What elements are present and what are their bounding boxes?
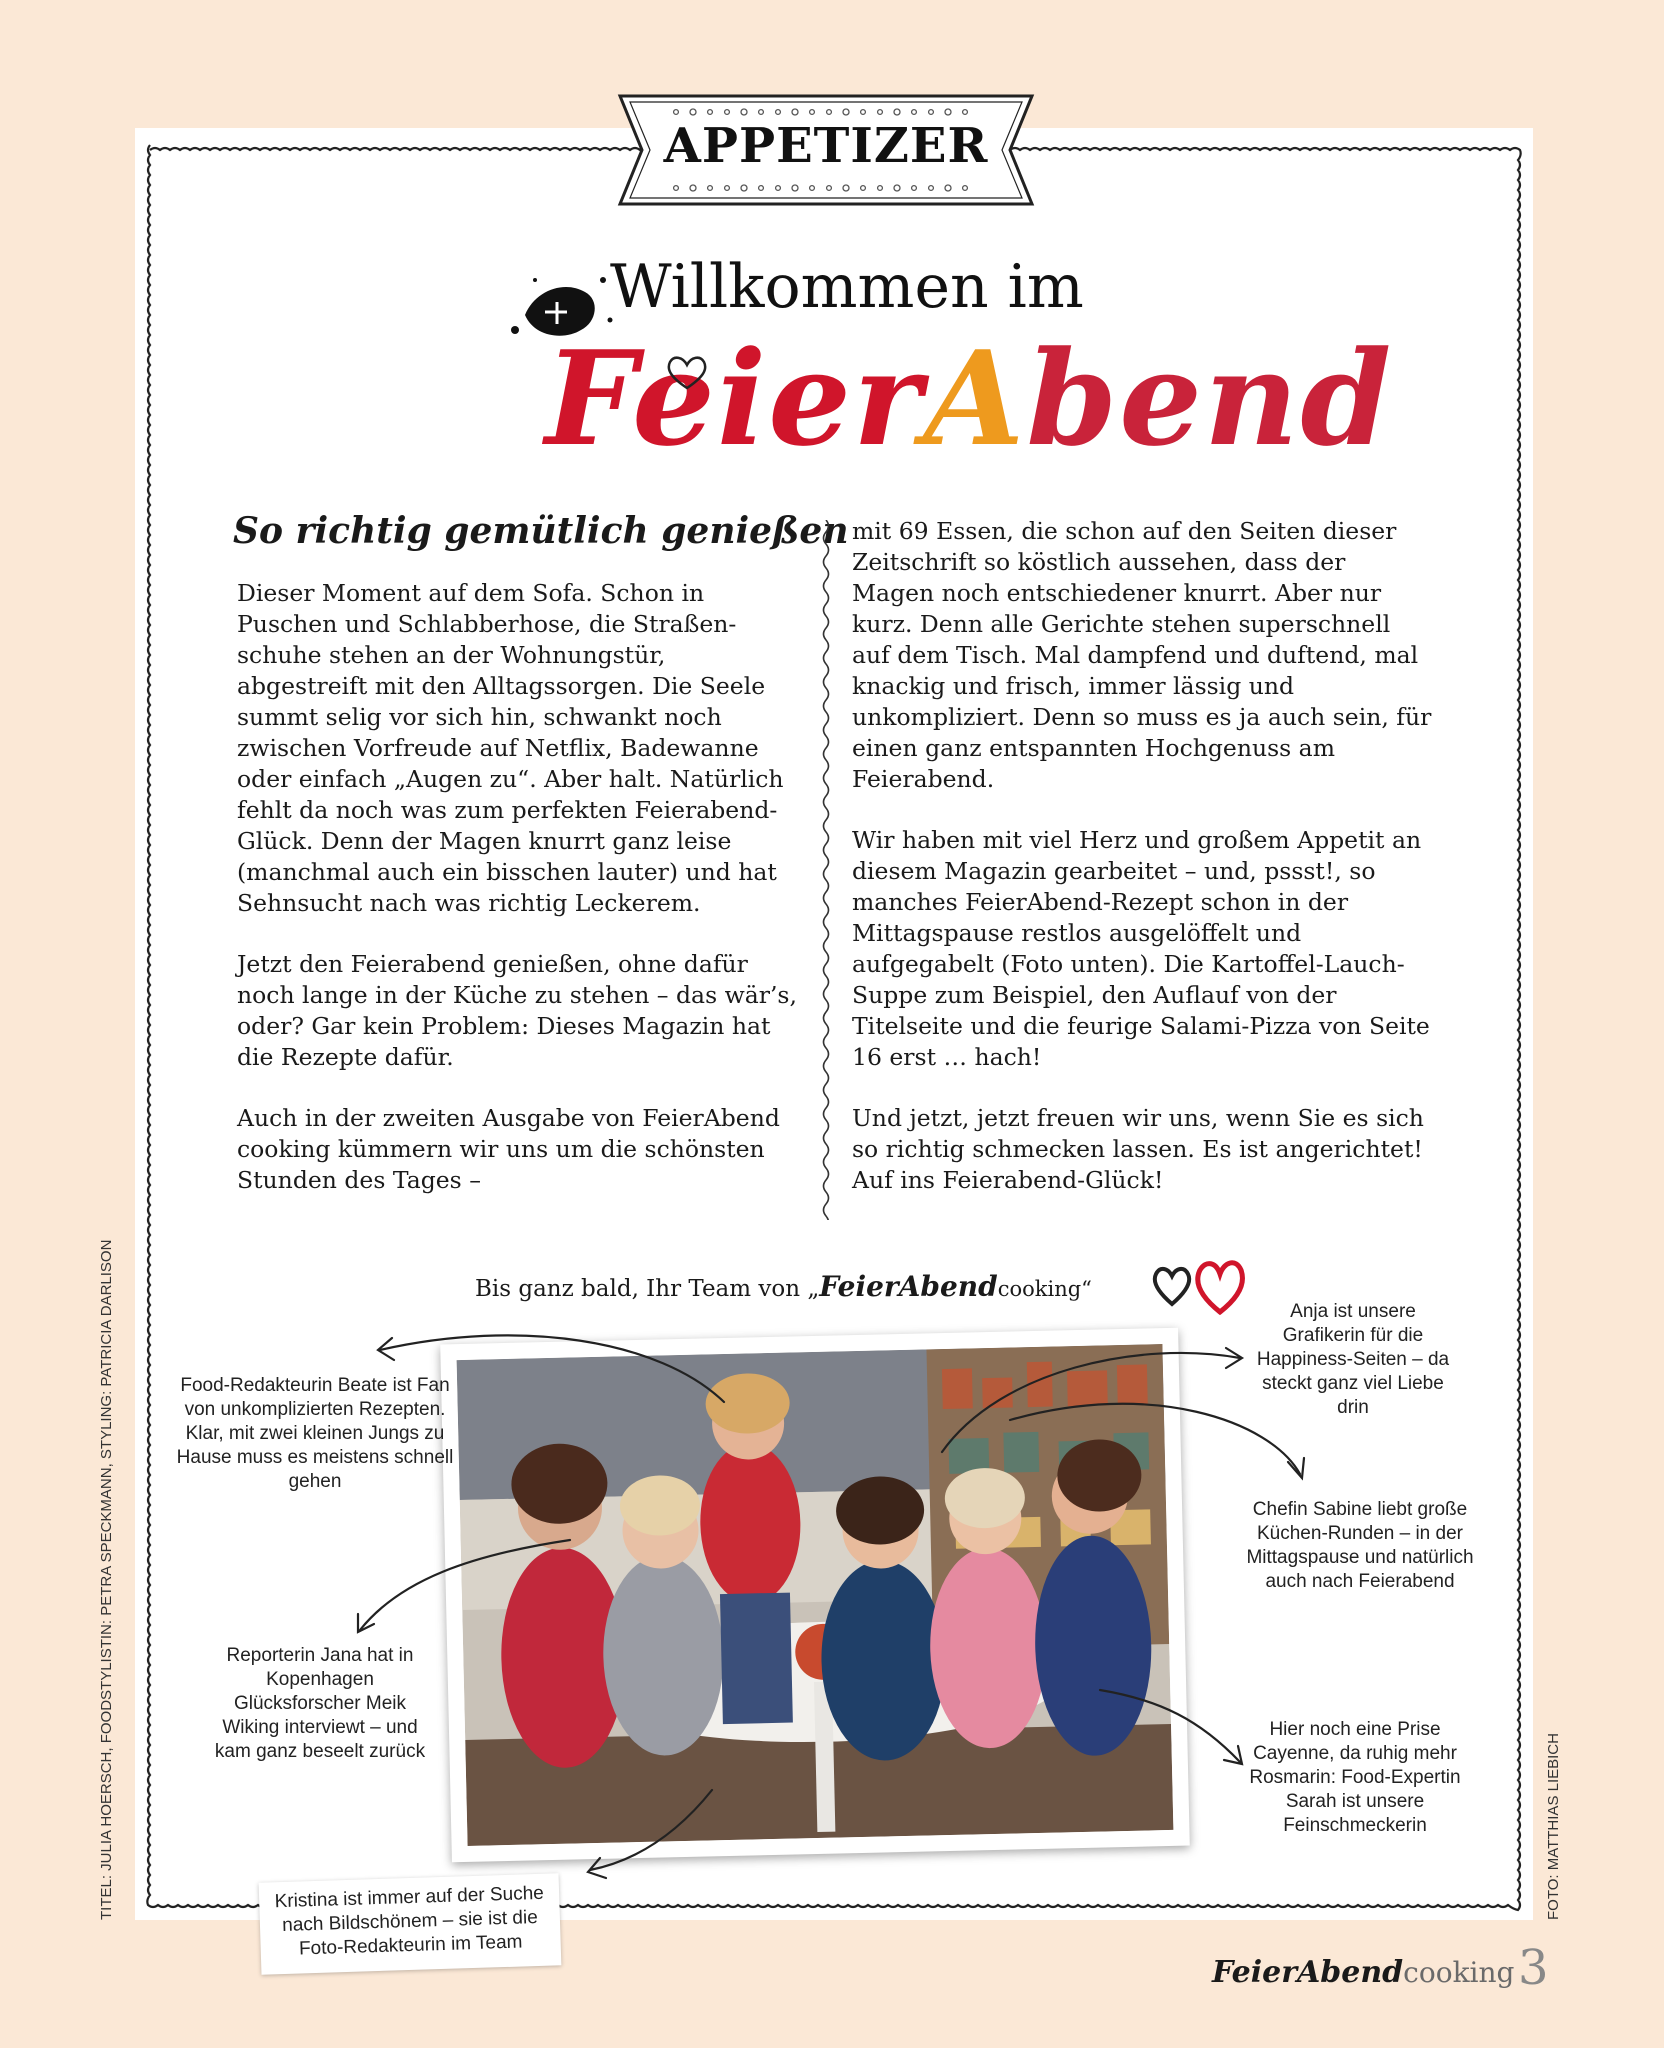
caption-sabine: Chefin Sabine liebt große Küchen-Runden – in der Mittagspause und natürlich auch nach Feierabend: [1246, 1499, 1474, 1592]
caption-beate: Food-Redakteurin Beate ist Fan von unkomplizierten Rezepten. Klar, mit zwei kleinen Jungs zu Hause muss es meistens schnell gehen: [176, 1375, 454, 1492]
paragraph: Auch in der zweiten Ausgabe von FeierAbend cooking kümmern wir uns um die schönsten Stunden des Tages –: [237, 1104, 780, 1194]
footer-brand-name: FeierAbend: [1212, 1955, 1404, 1990]
caption-kristina: Kristina ist immer auf der Suche nach Bildschönem – sie ist die Foto-Redakteurin im Team: [274, 1882, 545, 1960]
signoff-prefix: Bis ganz bald, Ihr Team von „: [475, 1276, 820, 1302]
caption-anja: Anja ist unsere Grafikerin für die Happiness-Seiten – da steckt ganz viel Liebe drin: [1256, 1301, 1450, 1418]
credit-right: FOTO: MATTHIAS LIEBICH: [1545, 1733, 1562, 1920]
caption-sarah: Hier noch eine Prise Cayenne, da ruhig mehr Rosmarin: Food-Expertin Sarah ist unsere Feinschmeckerin: [1249, 1719, 1461, 1836]
subheading: So richtig gemütlich genießen: [233, 510, 849, 552]
title-brand-part-3: bend: [1026, 322, 1394, 475]
title-brand-part-2: A: [923, 322, 1027, 475]
paragraph: Dieser Moment auf dem Sofa. Schon in Puschen und Schlabberhose, die Straßen-schuhe stehen an der Wohnungstür, abgestreift mit den Alltagssorgen. Die Seele summt selig vor sich hin, schwankt noch zwischen Vorfreude auf Netflix, Badewanne oder einfach „Augen zu“. Aber halt. Natürlich fehlt da noch was zum perfekten Feierabend-Glück. Denn der Magen knurrt ganz leise (manchmal auch ein bisschen lauter) und hat Sehnsucht nach was richtig Leckerem.: [237, 579, 784, 917]
credit-left: TITEL: JULIA HOERSCH, FOODSTYLISTIN: PETRA SPECKMANN, STYLING: PATRICIA DARLISON: [98, 1239, 115, 1920]
paragraph: Jetzt den Feierabend genießen, ohne dafür noch lange in der Küche zu stehen – das wär’s, oder? Gar kein Problem: Dieses Magazin hat die Rezepte dafür.: [237, 950, 797, 1071]
signoff-suffix: cooking“: [997, 1277, 1092, 1301]
footer-cooking: cooking: [1403, 1956, 1515, 1989]
paragraph: Wir haben mit viel Herz und großem Appetit an diesem Magazin gearbeitet – und, pssst!, so manches FeierAbend-Rezept schon in der Mittagspause restlos ausgelöffelt und aufgegabelt (Foto unten). Die Kartoffel-Lauch-Suppe zum Beispiel, den Auflauf von der Titelseite und die feurige Salami-Pizza von Seite 16 erst … hach!: [852, 826, 1430, 1071]
title-line-1: Willkommen im: [610, 252, 1084, 322]
section-label: APPETIZER: [663, 118, 989, 174]
title-brand-part-1: Feier: [545, 322, 924, 475]
footer-brand: [1212, 1955, 1514, 1990]
paragraph: mit 69 Essen, die schon auf den Seiten dieser Zeitschrift so köstlich aussehen, dass der Magen noch entschiedener knurrt. Aber nur kurz. Denn alle Gerichte stehen superschnell auf dem Tisch. Mal dampfend und duftend, mal knackig und frisch, immer lässig und unkompliziert. Denn so muss es ja auch sein, für einen ganz entspannten Hochgenuss am Feierabend.: [852, 517, 1432, 793]
page-number: 3: [1518, 1940, 1549, 1996]
signoff-brand: FeierAbend: [819, 1270, 998, 1303]
paragraph: Und jetzt, jetzt freuen wir uns, wenn Sie es sich so richtig schmecken lassen. Es ist angerichtet! Auf ins Feierabend-Glück!: [852, 1104, 1424, 1194]
caption-jana: Reporterin Jana hat in Kopenhagen Glücksforscher Meik Wiking interviewt – und kam ganz beseelt zurück: [214, 1645, 426, 1762]
